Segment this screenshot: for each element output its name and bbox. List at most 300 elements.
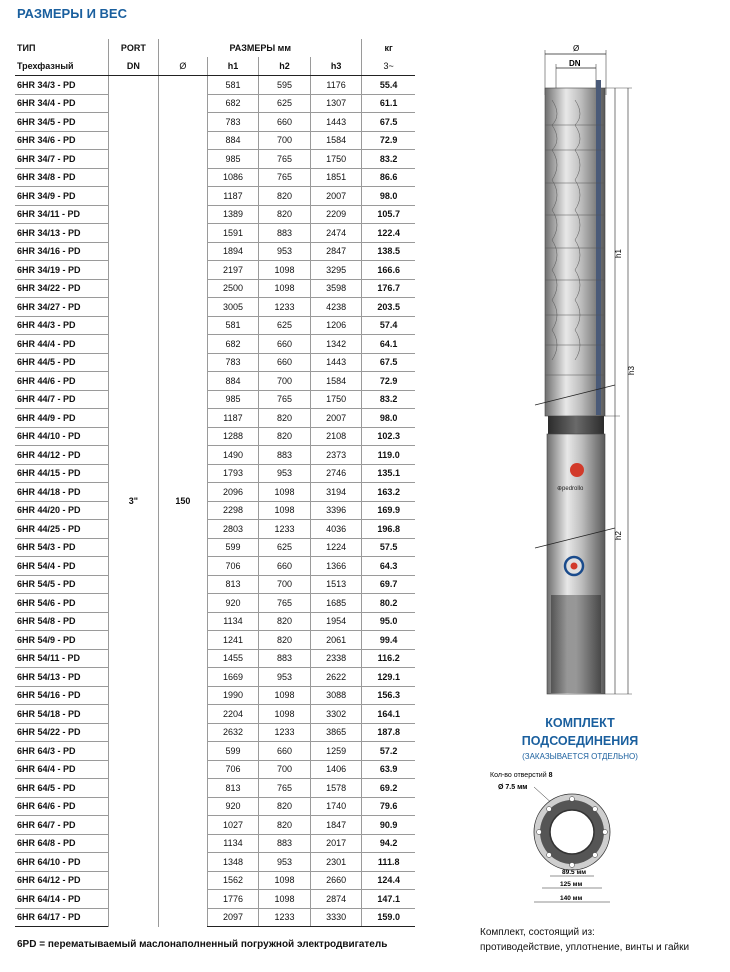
row-h1: 985 bbox=[207, 390, 259, 409]
row-h2: 765 bbox=[259, 168, 311, 187]
row-h1: 783 bbox=[207, 353, 259, 372]
row-weight: 64.3 bbox=[362, 557, 415, 576]
row-h3: 1851 bbox=[310, 168, 362, 187]
row-h1: 2096 bbox=[207, 483, 259, 502]
table-row bbox=[15, 501, 415, 520]
brand-label: ⊕pedrollo bbox=[557, 486, 584, 492]
row-h1: 2632 bbox=[207, 723, 259, 742]
row-h2: 1098 bbox=[259, 705, 311, 724]
row-h3: 2746 bbox=[310, 464, 362, 483]
row-h3: 2301 bbox=[310, 853, 362, 872]
page-title: РАЗМЕРЫ И ВЕС bbox=[17, 6, 127, 21]
row-weight: 83.2 bbox=[362, 390, 415, 409]
row-type: 6HR 44/20 - PD bbox=[15, 501, 108, 520]
row-h2: 820 bbox=[259, 631, 311, 650]
row-type: 6HR 64/8 - PD bbox=[15, 834, 108, 853]
table-row bbox=[15, 779, 415, 798]
row-h2: 820 bbox=[259, 797, 311, 816]
row-h3: 1740 bbox=[310, 797, 362, 816]
row-h1: 599 bbox=[207, 742, 259, 761]
row-h1: 3005 bbox=[207, 298, 259, 317]
table-row bbox=[15, 890, 415, 909]
row-h2: 1098 bbox=[259, 501, 311, 520]
flange-bore bbox=[550, 810, 594, 854]
row-h3: 1224 bbox=[310, 538, 362, 557]
row-weight: 98.0 bbox=[362, 409, 415, 428]
table-header-row bbox=[15, 39, 415, 57]
table-body bbox=[15, 76, 415, 927]
hole-diameter-label: Ø 7.5 мм bbox=[498, 784, 528, 791]
kit-description bbox=[480, 925, 689, 955]
row-h2: 1098 bbox=[259, 890, 311, 909]
row-h1: 783 bbox=[207, 113, 259, 132]
table-row bbox=[15, 816, 415, 835]
row-type: 6HR 34/3 - PD bbox=[15, 76, 108, 95]
row-type: 6HR 54/3 - PD bbox=[15, 538, 108, 557]
table-row bbox=[15, 372, 415, 391]
row-h3: 1259 bbox=[310, 742, 362, 761]
row-weight: 105.7 bbox=[362, 205, 415, 224]
row-h2: 765 bbox=[259, 150, 311, 169]
row-h1: 1288 bbox=[207, 427, 259, 446]
table-row bbox=[15, 113, 415, 132]
row-h1: 581 bbox=[207, 76, 259, 95]
table-row bbox=[15, 723, 415, 742]
row-h1: 1990 bbox=[207, 686, 259, 705]
row-weight: 57.5 bbox=[362, 538, 415, 557]
table-row bbox=[15, 483, 415, 502]
table-row bbox=[15, 224, 415, 243]
row-h3: 2660 bbox=[310, 871, 362, 890]
row-h3: 1750 bbox=[310, 390, 362, 409]
row-h3: 3295 bbox=[310, 261, 362, 280]
table-row bbox=[15, 279, 415, 298]
kit-title-line1: КОМПЛЕКТ bbox=[545, 716, 615, 730]
table-row bbox=[15, 557, 415, 576]
row-port: 3" bbox=[108, 76, 159, 927]
row-type: 6HR 34/9 - PD bbox=[15, 187, 108, 206]
row-h2: 660 bbox=[259, 335, 311, 354]
row-h2: 820 bbox=[259, 612, 311, 631]
row-h3: 1750 bbox=[310, 150, 362, 169]
table-row bbox=[15, 797, 415, 816]
row-type: 6HR 34/5 - PD bbox=[15, 113, 108, 132]
row-h1: 1793 bbox=[207, 464, 259, 483]
table-row bbox=[15, 649, 415, 668]
row-h2: 953 bbox=[259, 668, 311, 687]
row-type: 6HR 44/12 - PD bbox=[15, 446, 108, 465]
row-type: 6HR 54/18 - PD bbox=[15, 705, 108, 724]
row-type: 6HR 34/16 - PD bbox=[15, 242, 108, 261]
row-h3: 2847 bbox=[310, 242, 362, 261]
row-h3: 2373 bbox=[310, 446, 362, 465]
row-weight: 67.5 bbox=[362, 353, 415, 372]
row-h1: 1490 bbox=[207, 446, 259, 465]
row-h1: 1562 bbox=[207, 871, 259, 890]
header-dimensions: РАЗМЕРЫ мм bbox=[159, 39, 362, 57]
row-weight: 196.8 bbox=[362, 520, 415, 539]
row-h2: 1233 bbox=[259, 908, 311, 927]
table-row bbox=[15, 390, 415, 409]
flange-drawing bbox=[490, 768, 650, 913]
row-h2: 625 bbox=[259, 94, 311, 113]
row-h2: 700 bbox=[259, 131, 311, 150]
row-weight: 86.6 bbox=[362, 168, 415, 187]
table-row bbox=[15, 242, 415, 261]
row-type: 6HR 64/6 - PD bbox=[15, 797, 108, 816]
row-type: 6HR 34/27 - PD bbox=[15, 298, 108, 317]
row-weight: 61.1 bbox=[362, 94, 415, 113]
row-weight: 159.0 bbox=[362, 908, 415, 927]
table-row bbox=[15, 631, 415, 650]
table-row bbox=[15, 834, 415, 853]
row-type: 6HR 54/22 - PD bbox=[15, 723, 108, 742]
row-weight: 64.1 bbox=[362, 335, 415, 354]
row-h1: 813 bbox=[207, 575, 259, 594]
row-h1: 2500 bbox=[207, 279, 259, 298]
row-type: 6HR 34/22 - PD bbox=[15, 279, 108, 298]
row-h2: 765 bbox=[259, 594, 311, 613]
row-h1: 1187 bbox=[207, 409, 259, 428]
h3-label: h3 bbox=[627, 366, 636, 375]
row-h1: 2298 bbox=[207, 501, 259, 520]
row-h3: 1954 bbox=[310, 612, 362, 631]
row-h2: 700 bbox=[259, 575, 311, 594]
table-row bbox=[15, 94, 415, 113]
row-h1: 1134 bbox=[207, 612, 259, 631]
row-type: 6HR 34/7 - PD bbox=[15, 150, 108, 169]
row-h2: 660 bbox=[259, 353, 311, 372]
row-h1: 884 bbox=[207, 372, 259, 391]
row-type: 6HR 54/16 - PD bbox=[15, 686, 108, 705]
row-weight: 69.7 bbox=[362, 575, 415, 594]
row-type: 6HR 54/5 - PD bbox=[15, 575, 108, 594]
row-h2: 1233 bbox=[259, 298, 311, 317]
row-weight: 55.4 bbox=[362, 76, 415, 95]
row-weight: 57.2 bbox=[362, 742, 415, 761]
table-row bbox=[15, 686, 415, 705]
kit-title bbox=[470, 714, 690, 750]
header-h1: h1 bbox=[207, 57, 259, 76]
table-row bbox=[15, 427, 415, 446]
row-h2: 700 bbox=[259, 372, 311, 391]
row-h2: 1098 bbox=[259, 483, 311, 502]
row-weight: 176.7 bbox=[362, 279, 415, 298]
header-weight: кг bbox=[362, 39, 415, 57]
row-h1: 813 bbox=[207, 779, 259, 798]
table-row bbox=[15, 298, 415, 317]
row-h1: 2197 bbox=[207, 261, 259, 280]
row-h3: 3194 bbox=[310, 483, 362, 502]
row-weight: 98.0 bbox=[362, 187, 415, 206]
row-h2: 820 bbox=[259, 409, 311, 428]
row-h1: 581 bbox=[207, 316, 259, 335]
row-h1: 1455 bbox=[207, 649, 259, 668]
row-h2: 883 bbox=[259, 834, 311, 853]
row-weight: 156.3 bbox=[362, 686, 415, 705]
table-row bbox=[15, 594, 415, 613]
row-weight: 80.2 bbox=[362, 594, 415, 613]
row-h2: 953 bbox=[259, 853, 311, 872]
row-h1: 1894 bbox=[207, 242, 259, 261]
row-h3: 1584 bbox=[310, 372, 362, 391]
row-weight: 147.1 bbox=[362, 890, 415, 909]
row-h1: 1591 bbox=[207, 224, 259, 243]
row-h1: 706 bbox=[207, 557, 259, 576]
row-h1: 920 bbox=[207, 797, 259, 816]
cable-guard bbox=[596, 80, 601, 415]
pump-drawing bbox=[520, 40, 650, 660]
row-h2: 765 bbox=[259, 779, 311, 798]
diameter-label: Ø bbox=[573, 44, 580, 53]
row-h1: 682 bbox=[207, 335, 259, 354]
row-h3: 2108 bbox=[310, 427, 362, 446]
row-h2: 1098 bbox=[259, 279, 311, 298]
row-h3: 1847 bbox=[310, 816, 362, 835]
row-h3: 2007 bbox=[310, 187, 362, 206]
row-type: 6HR 44/5 - PD bbox=[15, 353, 108, 372]
row-weight: 122.4 bbox=[362, 224, 415, 243]
row-h1: 2204 bbox=[207, 705, 259, 724]
row-h1: 1389 bbox=[207, 205, 259, 224]
row-type: 6HR 34/11 - PD bbox=[15, 205, 108, 224]
pump-coupling bbox=[548, 416, 604, 434]
row-h3: 4036 bbox=[310, 520, 362, 539]
header-port-sub: DN bbox=[108, 57, 159, 76]
row-h2: 700 bbox=[259, 760, 311, 779]
table-row bbox=[15, 335, 415, 354]
row-weight: 119.0 bbox=[362, 446, 415, 465]
row-weight: 187.8 bbox=[362, 723, 415, 742]
dim-89-label: 89.5 мм bbox=[562, 869, 587, 876]
row-diameter: 150 bbox=[159, 76, 208, 927]
header-type: ТИП bbox=[17, 43, 36, 53]
row-h2: 883 bbox=[259, 446, 311, 465]
row-h3: 3088 bbox=[310, 686, 362, 705]
row-type: 6HR 44/3 - PD bbox=[15, 316, 108, 335]
row-type: 6HR 34/13 - PD bbox=[15, 224, 108, 243]
row-weight: 63.9 bbox=[362, 760, 415, 779]
row-h1: 1134 bbox=[207, 834, 259, 853]
brand-logo-icon bbox=[570, 463, 584, 477]
table-row bbox=[15, 668, 415, 687]
row-weight: 72.9 bbox=[362, 131, 415, 150]
table-row bbox=[15, 575, 415, 594]
row-h3: 1406 bbox=[310, 760, 362, 779]
row-h3: 1578 bbox=[310, 779, 362, 798]
row-h1: 1241 bbox=[207, 631, 259, 650]
row-h1: 1776 bbox=[207, 890, 259, 909]
table-row bbox=[15, 520, 415, 539]
row-h2: 765 bbox=[259, 390, 311, 409]
row-weight: 94.2 bbox=[362, 834, 415, 853]
footnote: 6PD = перематываемый маслонаполненный погружной электродвигатель bbox=[17, 939, 388, 950]
row-type: 6HR 34/4 - PD bbox=[15, 94, 108, 113]
table-row bbox=[15, 853, 415, 872]
row-type: 6HR 44/25 - PD bbox=[15, 520, 108, 539]
row-h3: 1307 bbox=[310, 94, 362, 113]
table-row bbox=[15, 871, 415, 890]
row-weight: 95.0 bbox=[362, 612, 415, 631]
row-type: 6HR 44/15 - PD bbox=[15, 464, 108, 483]
row-h2: 953 bbox=[259, 464, 311, 483]
row-weight: 169.9 bbox=[362, 501, 415, 520]
table-row bbox=[15, 446, 415, 465]
row-h3: 1366 bbox=[310, 557, 362, 576]
row-type: 6HR 54/9 - PD bbox=[15, 631, 108, 650]
row-type: 6HR 34/8 - PD bbox=[15, 168, 108, 187]
row-type: 6HR 54/8 - PD bbox=[15, 612, 108, 631]
table-row bbox=[15, 538, 415, 557]
row-weight: 69.2 bbox=[362, 779, 415, 798]
row-h3: 2209 bbox=[310, 205, 362, 224]
row-h2: 1098 bbox=[259, 686, 311, 705]
row-type: 6HR 54/4 - PD bbox=[15, 557, 108, 576]
row-weight: 166.6 bbox=[362, 261, 415, 280]
row-h1: 884 bbox=[207, 131, 259, 150]
row-type: 6HR 64/4 - PD bbox=[15, 760, 108, 779]
row-h3: 1443 bbox=[310, 353, 362, 372]
row-type: 6HR 44/18 - PD bbox=[15, 483, 108, 502]
row-h3: 3302 bbox=[310, 705, 362, 724]
row-weight: 102.3 bbox=[362, 427, 415, 446]
row-type: 6HR 34/19 - PD bbox=[15, 261, 108, 280]
table-row bbox=[15, 705, 415, 724]
holes-label: Кол-во отверстий 8 bbox=[490, 772, 553, 779]
row-h1: 1086 bbox=[207, 168, 259, 187]
row-h3: 1342 bbox=[310, 335, 362, 354]
row-h2: 883 bbox=[259, 649, 311, 668]
row-h3: 4238 bbox=[310, 298, 362, 317]
row-weight: 83.2 bbox=[362, 150, 415, 169]
table-row bbox=[15, 464, 415, 483]
row-type: 6HR 64/3 - PD bbox=[15, 742, 108, 761]
row-h3: 2474 bbox=[310, 224, 362, 243]
row-weight: 79.6 bbox=[362, 797, 415, 816]
header-h3: h3 bbox=[310, 57, 362, 76]
row-h2: 660 bbox=[259, 557, 311, 576]
row-h3: 2338 bbox=[310, 649, 362, 668]
row-type: 6HR 64/10 - PD bbox=[15, 853, 108, 872]
kit-desc-line1: Комплект, состоящий из: bbox=[480, 927, 595, 938]
row-h2: 595 bbox=[259, 76, 311, 95]
row-h1: 1187 bbox=[207, 187, 259, 206]
table-row bbox=[15, 168, 415, 187]
dim-125-label: 125 мм bbox=[560, 881, 583, 888]
row-h2: 625 bbox=[259, 316, 311, 335]
row-h2: 625 bbox=[259, 538, 311, 557]
row-h3: 1513 bbox=[310, 575, 362, 594]
row-type: 6HR 64/12 - PD bbox=[15, 871, 108, 890]
row-weight: 135.1 bbox=[362, 464, 415, 483]
row-weight: 124.4 bbox=[362, 871, 415, 890]
row-type: 6HR 64/5 - PD bbox=[15, 779, 108, 798]
row-h2: 820 bbox=[259, 427, 311, 446]
row-h3: 2874 bbox=[310, 890, 362, 909]
row-h1: 920 bbox=[207, 594, 259, 613]
row-type: 6HR 54/13 - PD bbox=[15, 668, 108, 687]
row-h3: 2061 bbox=[310, 631, 362, 650]
row-type: 6HR 64/7 - PD bbox=[15, 816, 108, 835]
row-weight: 138.5 bbox=[362, 242, 415, 261]
row-h3: 1685 bbox=[310, 594, 362, 613]
row-weight: 203.5 bbox=[362, 298, 415, 317]
table-row bbox=[15, 150, 415, 169]
row-weight: 99.4 bbox=[362, 631, 415, 650]
row-weight: 129.1 bbox=[362, 668, 415, 687]
dimensions-weight-table bbox=[15, 39, 415, 927]
row-h2: 660 bbox=[259, 113, 311, 132]
row-weight: 57.4 bbox=[362, 316, 415, 335]
row-h2: 820 bbox=[259, 205, 311, 224]
row-weight: 116.2 bbox=[362, 649, 415, 668]
row-h2: 1233 bbox=[259, 520, 311, 539]
table-row bbox=[15, 261, 415, 280]
row-h3: 2007 bbox=[310, 409, 362, 428]
row-h1: 706 bbox=[207, 760, 259, 779]
table-row bbox=[15, 316, 415, 335]
row-h1: 1027 bbox=[207, 816, 259, 835]
row-type: 6HR 44/9 - PD bbox=[15, 409, 108, 428]
row-h1: 2097 bbox=[207, 908, 259, 927]
row-weight: 111.8 bbox=[362, 853, 415, 872]
header-h2: h2 bbox=[259, 57, 311, 76]
row-type: 6HR 54/11 - PD bbox=[15, 649, 108, 668]
kit-title-line2: ПОДСОЕДИНЕНИЯ bbox=[521, 734, 639, 748]
h2-label: h2 bbox=[614, 531, 623, 540]
row-h2: 1098 bbox=[259, 261, 311, 280]
row-h2: 953 bbox=[259, 242, 311, 261]
row-h3: 2622 bbox=[310, 668, 362, 687]
table-row bbox=[15, 76, 415, 95]
row-type: 6HR 44/10 - PD bbox=[15, 427, 108, 446]
kit-subtitle: (ЗАКАЗЫВАЕТСЯ ОТДЕЛЬНО) bbox=[522, 752, 638, 761]
row-type: 6HR 54/6 - PD bbox=[15, 594, 108, 613]
row-h1: 1669 bbox=[207, 668, 259, 687]
header-weight-sub: 3~ bbox=[362, 57, 415, 76]
table-row bbox=[15, 760, 415, 779]
row-h3: 1443 bbox=[310, 113, 362, 132]
table-row bbox=[15, 131, 415, 150]
row-h2: 1098 bbox=[259, 871, 311, 890]
table-row bbox=[15, 612, 415, 631]
row-type: 6HR 34/6 - PD bbox=[15, 131, 108, 150]
table-row bbox=[15, 409, 415, 428]
row-h1: 985 bbox=[207, 150, 259, 169]
row-h2: 820 bbox=[259, 187, 311, 206]
row-type: 6HR 44/7 - PD bbox=[15, 390, 108, 409]
row-h1: 1348 bbox=[207, 853, 259, 872]
row-weight: 164.1 bbox=[362, 705, 415, 724]
row-h3: 3598 bbox=[310, 279, 362, 298]
kit-desc-line2: противодействие, уплотнение, винты и гайки bbox=[480, 942, 690, 953]
row-weight: 72.9 bbox=[362, 372, 415, 391]
row-type: 6HR 64/17 - PD bbox=[15, 908, 108, 927]
row-h2: 660 bbox=[259, 742, 311, 761]
table-row bbox=[15, 205, 415, 224]
motor-base bbox=[551, 595, 601, 693]
header-diameter: Ø bbox=[159, 57, 208, 76]
row-h2: 820 bbox=[259, 816, 311, 835]
row-h1: 599 bbox=[207, 538, 259, 557]
row-weight: 67.5 bbox=[362, 113, 415, 132]
dim-140-label: 140 мм bbox=[560, 895, 583, 902]
row-weight: 90.9 bbox=[362, 816, 415, 835]
dn-label: DN bbox=[569, 59, 581, 68]
row-h3: 3396 bbox=[310, 501, 362, 520]
row-h3: 1206 bbox=[310, 316, 362, 335]
header-port: PORT bbox=[108, 39, 159, 57]
